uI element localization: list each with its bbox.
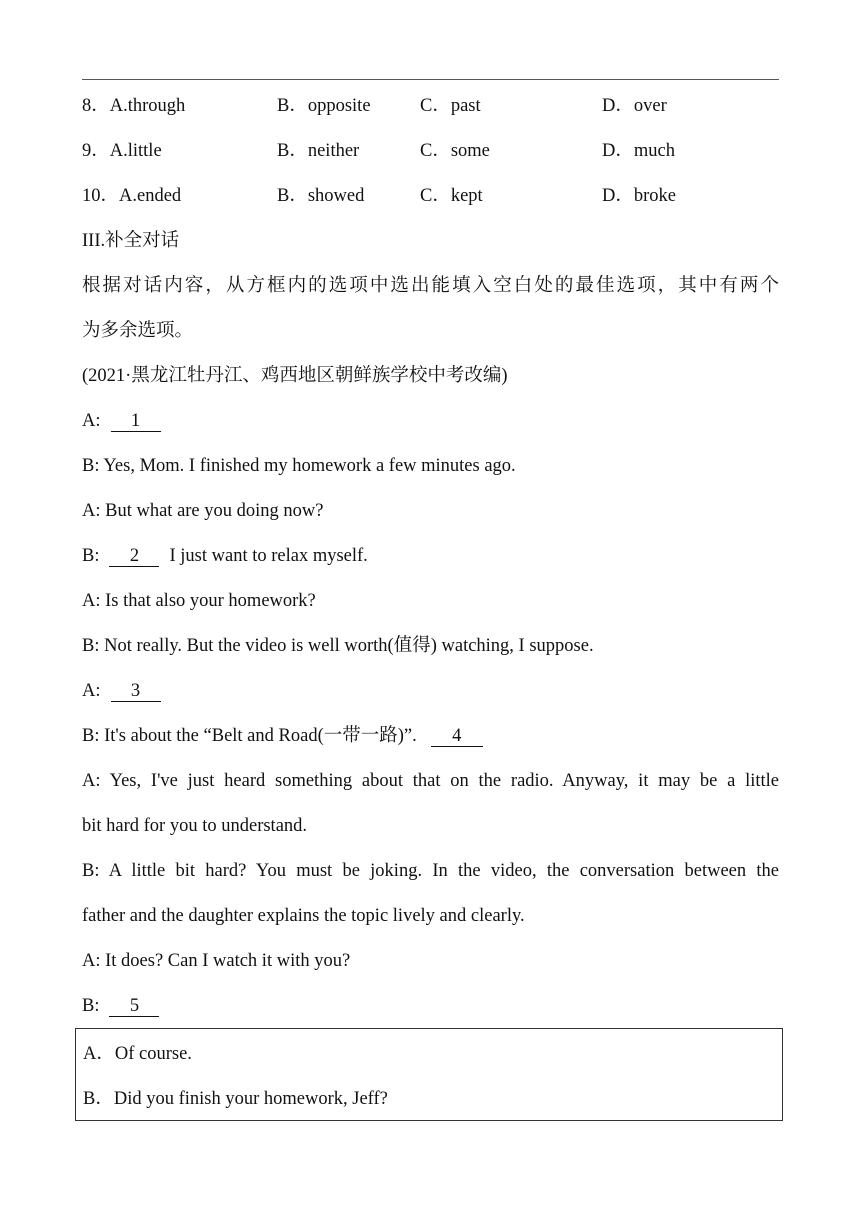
choice-8-option-d: D．over — [602, 96, 667, 116]
dialogue-line-9a: A: Yes, I've just heard something about that on the radio. Anyway, it may be a little — [82, 771, 779, 791]
dialogue-line-8: B: It's about the “Belt and Road(一带一路)”. 4 — [82, 724, 483, 748]
blank-1[interactable]: 1 — [111, 411, 161, 432]
dialogue-line-9b: bit hard for you to understand. — [82, 816, 308, 836]
instruction-line-1: 根据对话内容，从方框内的选项中选出能填入空白处的最佳选项，其中有两个 — [82, 276, 779, 296]
choice-8-option-c: C．past — [420, 96, 481, 116]
dialogue-line-10a: B: A little bit hard? You must be joking. In the video, the conversation between the — [82, 861, 779, 881]
options-box — [75, 1028, 783, 1121]
dialogue-line-5: A: Is that also your homework? — [82, 591, 316, 611]
instruction-line-2: 为多余选项。 — [82, 321, 194, 341]
choice-9-number-and-a: 9．A.little — [82, 141, 162, 161]
source-note: (2021·黑龙江牡丹江、鸡西地区朝鲜族学校中考改编) — [82, 366, 508, 386]
option-b: B．Did you finish your homework, Jeff? — [83, 1089, 388, 1109]
choice-10-option-d: D．broke — [602, 186, 676, 206]
choice-10-option-b: B．showed — [277, 186, 365, 206]
top-divider — [82, 79, 779, 80]
blank-5[interactable]: 5 — [109, 996, 159, 1017]
choice-9-option-c: C．some — [420, 141, 490, 161]
dialogue-line-1: A: 1 — [82, 409, 161, 433]
section-heading: III.补全对话 — [82, 231, 180, 251]
dialogue-line-12: B: 5 — [82, 994, 159, 1018]
dialogue-line-11: A: It does? Can I watch it with you? — [82, 951, 351, 971]
dialogue-line-7: A: 3 — [82, 679, 161, 703]
option-a: A．Of course. — [83, 1044, 192, 1064]
blank-4[interactable]: 4 — [431, 726, 483, 747]
dialogue-line-10b: father and the daughter explains the topic lively and clearly. — [82, 906, 525, 926]
choice-9-option-b: B．neither — [277, 141, 360, 161]
choice-8-number-and-a: 8．A.through — [82, 96, 186, 116]
choice-10-number-and-a: 10．A.ended — [82, 186, 182, 206]
dialogue-line-4: B: 2 I just want to relax myself. — [82, 546, 368, 566]
blank-2[interactable]: 2 — [109, 546, 159, 567]
choice-8-option-b: B．opposite — [277, 96, 371, 116]
dialogue-line-2: B: Yes, Mom. I finished my homework a few minutes ago. — [82, 456, 516, 476]
choice-10-option-c: C．kept — [420, 186, 483, 206]
dialogue-line-6: B: Not really. But the video is well worth(值得) watching, I suppose. — [82, 636, 594, 656]
choice-9-option-d: D．much — [602, 141, 675, 161]
dialogue-line-3: A: But what are you doing now? — [82, 501, 324, 521]
blank-3[interactable]: 3 — [111, 681, 161, 702]
